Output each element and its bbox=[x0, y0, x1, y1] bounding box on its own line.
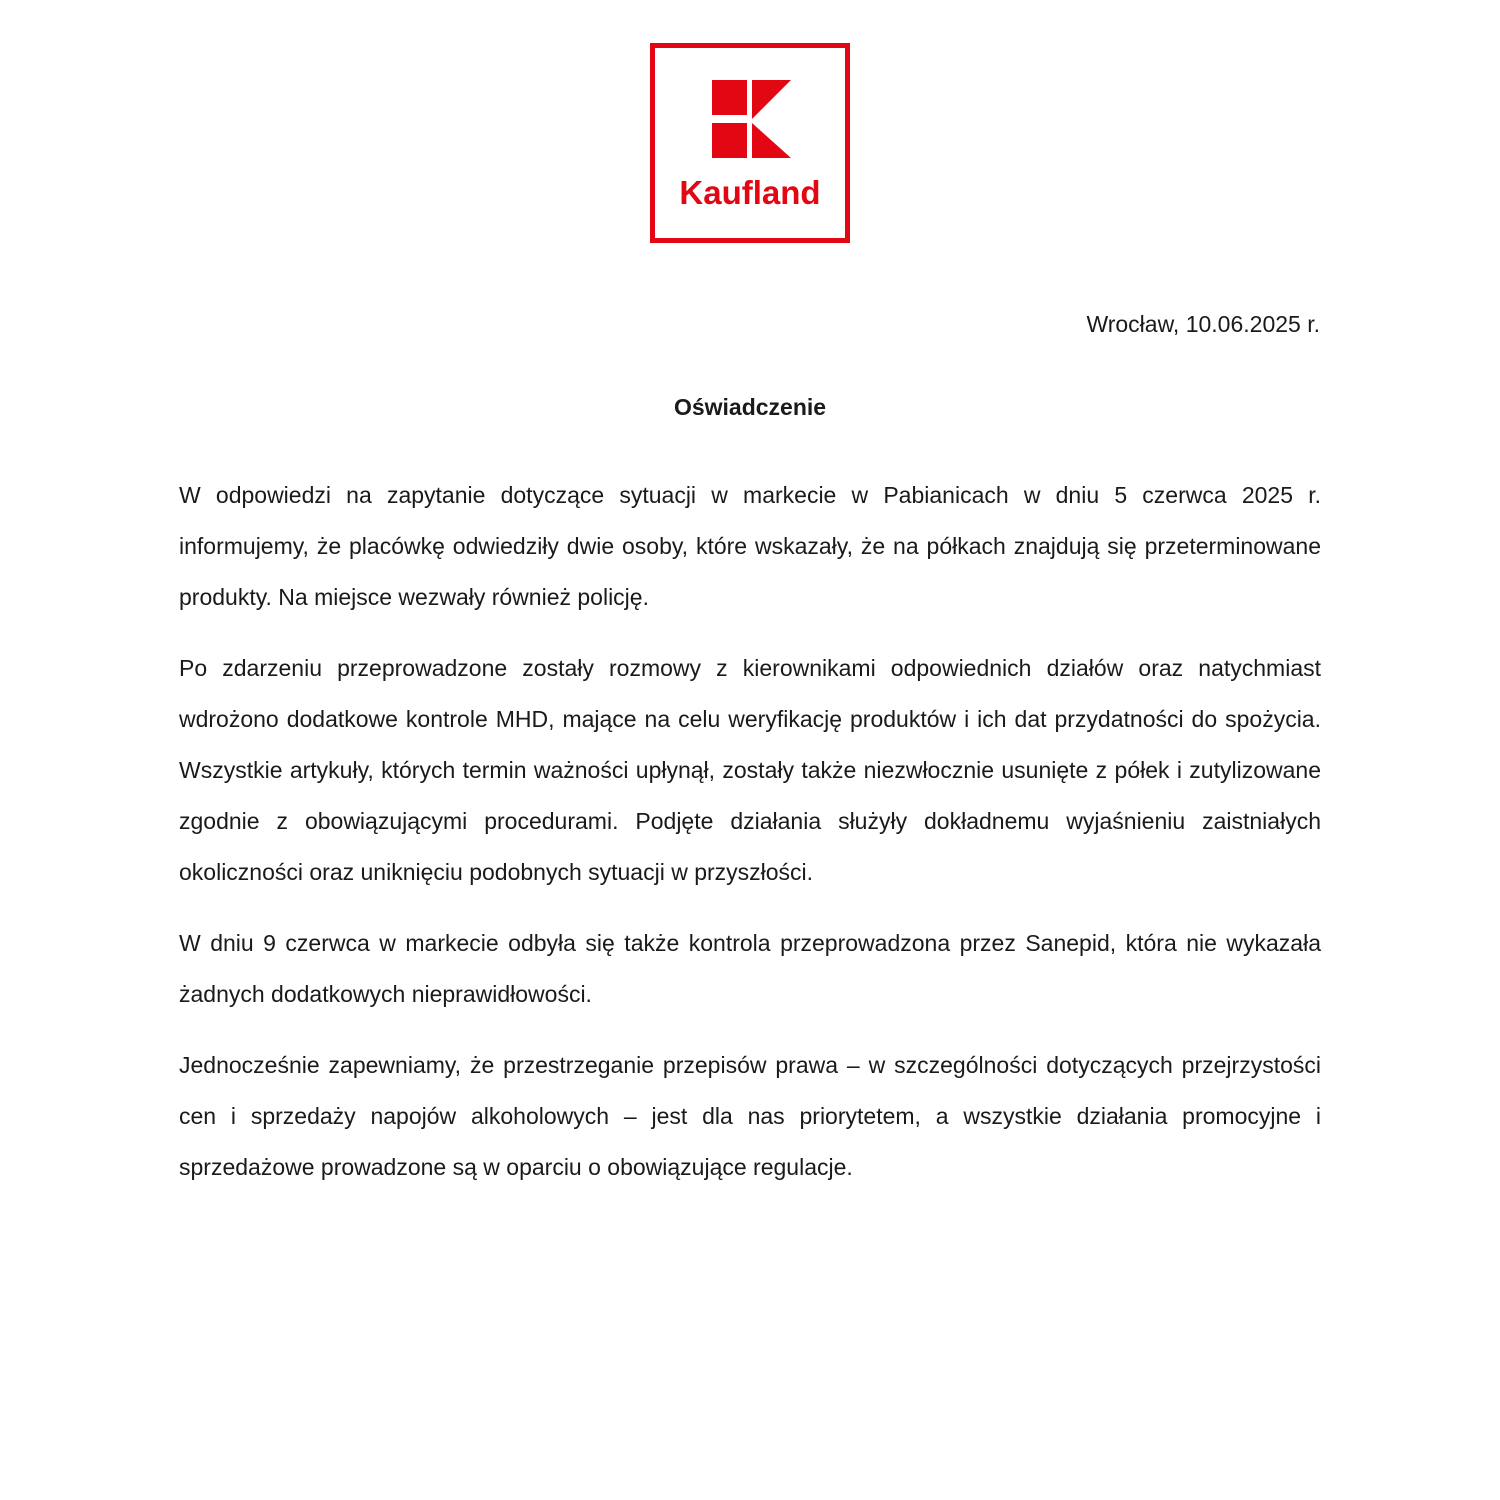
kaufland-logo-icon bbox=[650, 43, 850, 243]
place-date: Wrocław, 10.06.2025 r. bbox=[1086, 311, 1320, 337]
document-title: Oświadczenie bbox=[673, 394, 827, 420]
kaufland-logo bbox=[650, 43, 850, 243]
paragraph-2: Po zdarzeniu przeprowadzone zostały rozmowy z kierownikami odpowiednich działów oraz natychmiast wdrożono dodatkowe kontrole MHD, mające na celu weryfikację produktów i ich dat przydatności do spożycia. Wszystkie artykuły, których termin ważności upłynął, zostały także niezwłocznie usunięte z półek i zutylizowane zgodnie z obowiązującymi procedurami. Podjęte działania służyły dokładnemu wyjaśnieniu zaistniałych okoliczności oraz uniknięciu podobnych sytuacji w przyszłości. bbox=[179, 655, 1321, 885]
letter-body bbox=[179, 470, 1321, 1213]
paragraph-3: W dniu 9 czerwca w markecie odbyła się także kontrola przeprowadzona przez Sanepid, która nie wykazała żadnych dodatkowych nieprawidłowości. bbox=[179, 930, 1321, 1007]
logo-wordmark: Kaufland bbox=[679, 174, 821, 211]
paragraph-1: W odpowiedzi na zapytanie dotyczące sytuacji w markecie w Pabianicach w dniu 5 czerwca 2025 r. informujemy, że placówkę odwiedziły dwie osoby, które wskazały, że na półkach znajdują się przeterminowane produkty. Na miejsce wezwały również policję. bbox=[179, 482, 1321, 610]
paragraph-4: Jednocześnie zapewniamy, że przestrzeganie przepisów prawa – w szczególności dotyczących przejrzystości cen i sprzedaży napojów alkoholowych – jest dla nas priorytetem, a wszystkie działania promocyjne i sprzedażowe prowadzone są w oparciu o obowiązujące regulacje. bbox=[179, 1052, 1321, 1180]
